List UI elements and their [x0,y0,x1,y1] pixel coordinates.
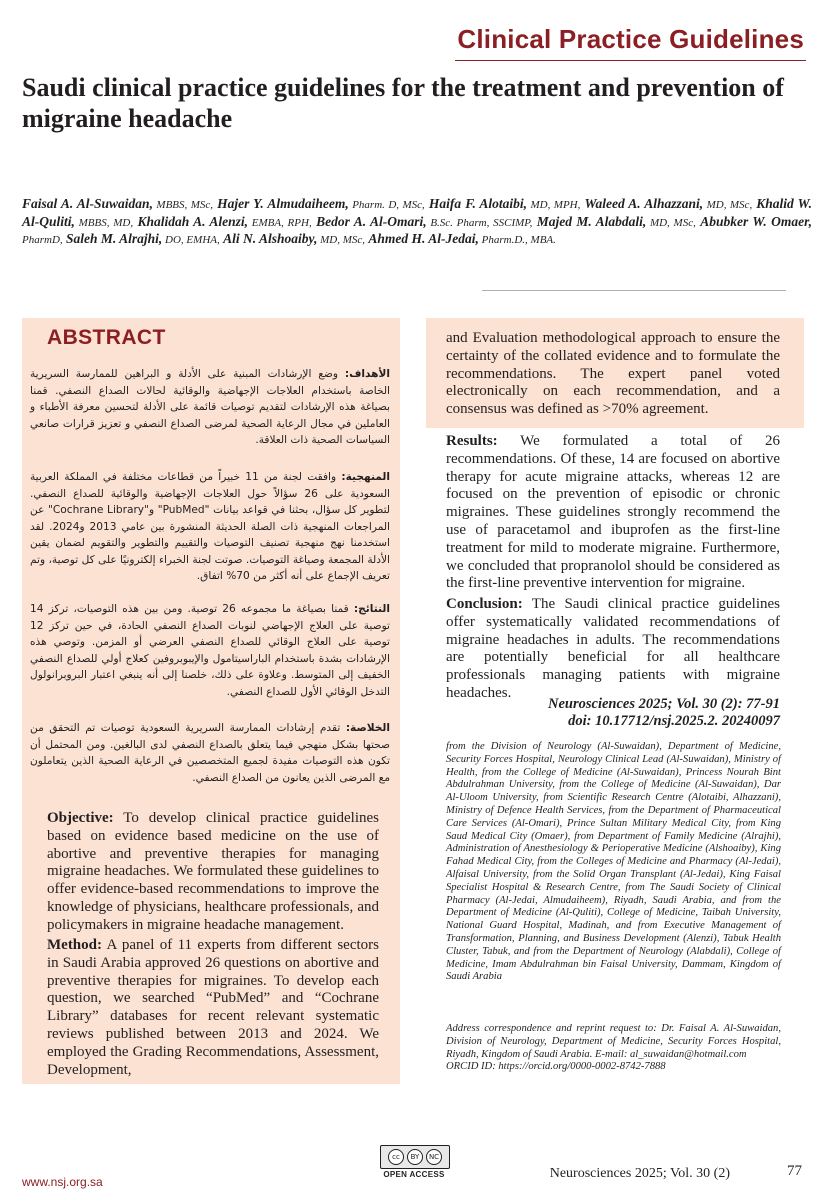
author-credentials: MBBS, MD, [74,216,134,229]
article-title: Saudi clinical practice guidelines for the treatment and prevention of migraine headache [22,73,784,133]
author-credentials: B.Sc. Pharm, SSCIMP, [426,216,533,229]
divider [482,290,786,291]
author-name: Majed M. Alabdali, [536,213,647,229]
header-rule [455,60,806,61]
author-credentials: MD, MSc, [703,199,753,211]
author-name: Bedor A. Al-Omari, [316,213,427,229]
citation [430,696,780,730]
orcid: ORCID ID: https://orcid.org/0000-0002-8742-7888 [446,1061,666,1073]
abstract-method-continued: and Evaluation methodological approach to ensure the certainty of the collated evidence and to formulate the recommendations. The expert panel voted electronically on each recommendation, and a consensus was defined as >70% agreement. [446,330,780,418]
author-credentials: Pharm.D., MBA. [478,234,556,246]
author-name: Ali N. Alshoaiby, [223,231,318,246]
page-number: 77 [787,1163,802,1179]
arabic-conclusion: الخلاصة: تقدم إرشادات الممارسة السريرية السعودية توصيات تم التحقق من صحتها بشكل منهجي فيما يتعلق بالصداع النصفي لدى البالغين. ومن المحتمل أن تكون هذه التوصيات مفيدة لجميع المتخصصين في الرعاية الصحية الذين يتعاملون مع المرضى الذين يعانون من الصداع النصفي. [30,722,390,784]
author-credentials: MD, MSc, [646,216,696,229]
abstract-heading: ABSTRACT [47,326,166,349]
abstract-method: Method: A panel of 11 experts from different sectors in Saudi Arabia approved 26 questions on abortive and preventive therapies for migraines. To develop each question, we searched “PubMed” and “Cochrane Library” databases for recent relevant systematic reviews published between 2013 and 2024. We employed the Grading Recommendations, Assessment, Development, [47,937,379,1078]
author-name: Ahmed H. Al-Jedai, [368,231,479,246]
footer-journal: Neurosciences 2025; Vol. 30 (2) [549,1166,730,1181]
abstract-objective: Objective: To develop clinical practice guidelines based on evidence based medicine on the use of abortive and preventive therapies for managing migraine headaches. We formulated these guidelines to offer evidence-based recommendations to improve the knowledge of physicians, healthcare professionals, and policymakers in migraine headache management. [47,810,379,933]
by-icon: BY [407,1149,423,1165]
cc-icon: cc [388,1149,404,1165]
footer-url-link[interactable]: www.nsj.org.sa [22,1175,103,1189]
author-name: Saleh M. Alrajhi, [66,231,163,246]
arabic-method: المنهجية: وافقت لجنة من 11 خبيراً من قطاعات مختلفة في المملكة العربية السعودية على 26 سؤالاً حول العلاجات الإجهاضية والوقائية للصداع النصفي. لتطوير كل سؤال، بحثنا في قواعد بيانات "PubMed" و"Cochrane Library" عن المراجعات المنهجية ذات الصلة الحديثة المنشورة بين عامي 2013 و2024. لقد استخدمنا نهج منهجية تصنيف التوصيات والتقييم والتطوير والتقويم لضمان يقين الأدلة المجمعة وصياغة التوصيات. صوتت لجنة الخبراء إلكترونيًا على كل توصية، وتم تعريف الإجماع على أنه أكثر من 70% اتفاق. [30,471,390,582]
correspondence-address: Address correspondence and reprint request to: Dr. Faisal A. Al-Suwaidan, Division of Neurology, Department of Medicine, Security Forces Hospital, Riyadh, Kingdom of Saudi Arabia. E-mail: al_suwaidan@hotmail.com [446,1023,781,1060]
author-name: Haifa F. Alotaibi, [428,196,528,211]
author-name: Waleed A. Alhazzani, [584,196,704,211]
author-credentials: Pharm. D, MSc, [348,199,425,211]
open-access-label: OPEN ACCESS [383,1170,445,1179]
author-credentials: PharmD, [22,234,63,246]
correspondence [446,1023,781,1074]
arabic-objective: الأهداف: وضع الإرشادات المبنية على الأدلة و البراهين للممارسة السريرية الخاصة باستخدام العلاجات الإجهاضية والوقائية لحالات الصداع النصفي. قمنا بصياغة هذه الإرشادات لتقديم توصيات قائمة على الأدلة لتحسين معرفة الأطباء و العاملين في مجال الرعاية الصحية لمرضى الصداع النصفي و تعزيز قرارات صانعي السياسات الصحية ذات العلاقة. [30,368,390,446]
arabic-results: النتائج: قمنا بصياغة ما مجموعه 26 توصية. ومن بين هذه التوصيات، تركز 14 توصية على العلاج الإجهاضي لنوبات الصداع النصفي الحادة، في حين تركز 12 توصية على العلاج الوقائي للصداع النصفي العرضي أو المزمن. وتوصي هذه الإرشادات بشدة باستخدام الباراسيتامول والإيبوبروفين كعلاج أولي للصداع النصفي الخفيف إلى المتوسط. وعلاوة على ذلك، خلصنا إلى أنه ينبغي اعتبار البروبرانولول التدخل الوقائي الأول للصداع النصفي. [30,603,390,698]
author-list [22,196,812,249]
author-credentials: MD, MPH, [527,199,581,211]
abstract-results: Results: We formulated a total of 26 recommendations. Of these, 14 are focused on abortive therapy for acute migraine attacks, whereas 12 are focused on the prevention of episodic or chronic migraines. These guidelines strongly recommend the use of paracetamol and ibuprofen as the first-line treatment for mild to moderate migraine. Furthermore, we concluded that propranolol should be considered as the first-line preventive intervention for migraine. [446,433,780,592]
author-credentials: DO, EMHA, [162,234,220,246]
citation-volume: Neurosciences 2025; Vol. 30 (2): 77-91 [548,696,780,712]
author-credentials: MBBS, MSc, [152,199,214,211]
author-name: Hajer Y. Almudaiheem, [217,196,349,211]
nc-icon: NC [426,1149,442,1165]
author-credentials: MD, MSc, [317,234,366,246]
author-name: Khalidah A. Alenzi, [137,213,248,229]
affiliations: from the Division of Neurology (Al-Suwaidan), Department of Medicine, Security Forces Hospital, Neurology Clinical Lead (Al-Suwaidan), Ministry of Health, from the College of Medicine (Al-Suwaidan), Princess Nourah Bint Abdulrahman University, from the College of Medicine (Al-Suwaidan), Dar Al-Uloom University, from Scientific Research Centre (Alotaibi, Alhazzani), Ministry of Defence Health Services, from the Department of Pharmaceutical Care Services (Al-Omari), Prince Sultan Military Medical City, from King Saud Medical City (Omaer), from Department of Family Medicine (Alrajhi), Administration of Anesthesiology & Perioperative Medicine (Alshoaiby), King Fahad Medical City, from the Colleges of Medicine and Pharmacy (Al-Jedai), Alfaisal University, from the Solid Organ Transplant (Al-Jedai), King Faisal Specialist Hospital & Research Centre, from The Saudi Society of Clinical Pharmacy (Al-Jedai, Almudaiheem), Riyadh, Saudi Arabia, and from the Department of Medicine (Al-Quliti), College of Medicine, Taibah University, National Guard Hospital, Madinah, and from Executive Management of Transformation, Planning, and Business Development (Alenzi), Tabuk Health Cluster, Tabuk, and from the Department of Neurology (Alabdali), College of Medicine, Imam Abdulrahman bin Faisal University, Dammam, Kingdom of Saudi Arabia [446,741,781,983]
citation-doi: doi: 10.17712/nsj.2025.2. 20240097 [568,713,780,729]
section-label: Clinical Practice Guidelines [457,24,804,54]
author-name: Faisal A. Al-Suwaidan, [22,196,153,211]
author-name: Khalid W. Al-Quliti, [22,196,813,229]
abstract-conclusion: Conclusion: The Saudi clinical practice guidelines offer systematically validated recommendations of migraine headaches in adults. The recommendations are potentially beneficial for all healthcare professionals managing patients with migraine headaches. [446,596,780,701]
author-credentials: EMBA, RPH, [248,216,312,229]
cc-license-icon[interactable] [380,1145,450,1169]
author-name: Abubker W. Omaer, [700,213,812,229]
